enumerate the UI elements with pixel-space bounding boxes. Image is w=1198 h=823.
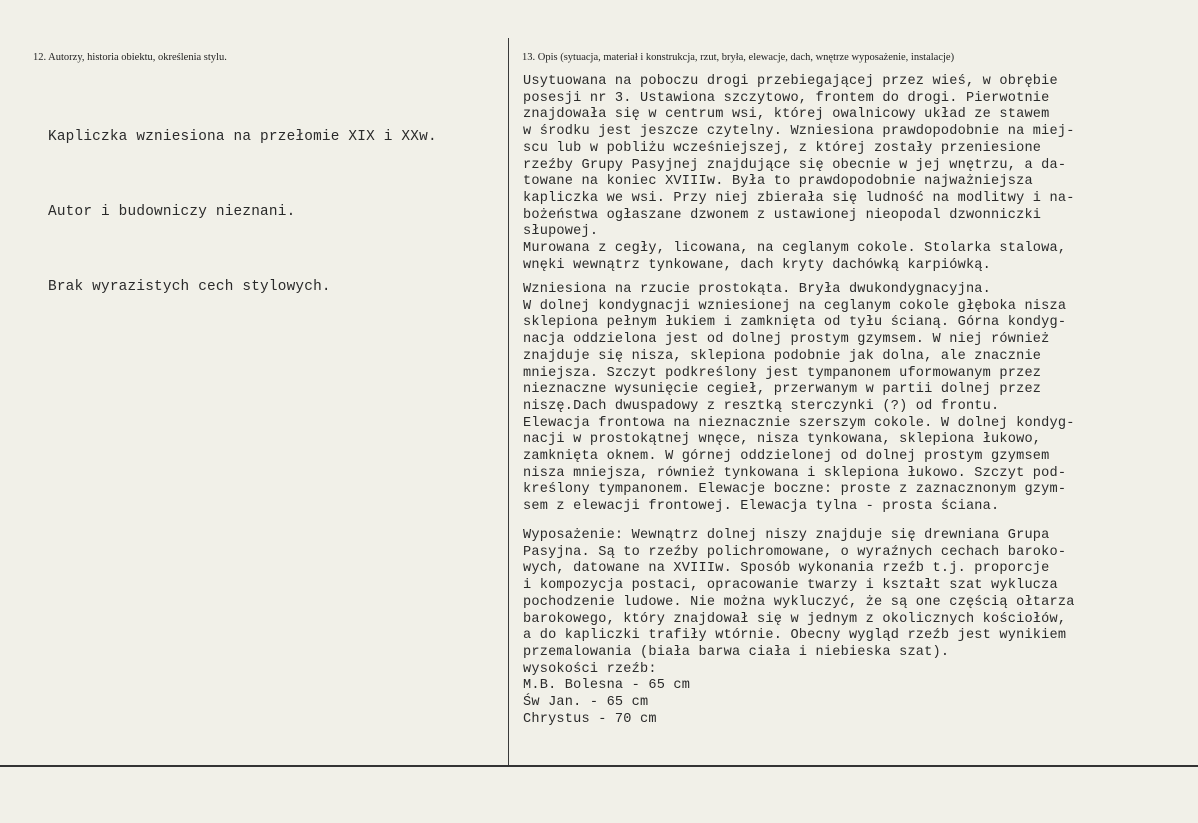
left-line-3: Brak wyrazistych cech stylowych. xyxy=(48,279,331,295)
column-divider xyxy=(508,38,509,766)
section-12-heading: 12. Autorzy, historia obiektu, określenia stylu. xyxy=(33,52,227,63)
left-line-2: Autor i budowniczy nieznani. xyxy=(48,204,296,220)
description-paragraph-furnishings: Wyposażenie: Wewnątrz dolnej niszy znajduje się drewniana Grupa Pasyjna. Są to rzeźby polichromowane, o wyraźnych cechach baroko- wych, datowane na XVIIIw. Sposób wykonania rzeźb t.j. proporcje i kompozycja postaci, opracowanie twarzy i kształt szat wyklucza pochodzenie ludowe. Nie można wykluczyć, że są one częścią ołtarza barokowego, który znajdował się w jednym z okolicznych kościołów, a do kapliczki trafiły wtórnie. Obecny wygląd rzeźb jest wynikiem przemalowania (biała barwa ciała i niebieska szat). wysokości rzeźb: M.B. Bolesna - 65 cm Św Jan. - 65 cm Chrystus - 70 cm xyxy=(523,528,1075,727)
section-13-heading: 13. Opis (sytuacja, materiał i konstrukcja, rzut, bryła, elewacje, dach, wnętrze wyposażenie, instalacje) xyxy=(522,52,955,63)
left-line-1: Kapliczka wzniesiona na przełomie XIX i XXw. xyxy=(48,129,437,145)
description-paragraph-structure: Wzniesiona na rzucie prostokąta. Bryła dwukondygnacyjna. W dolnej kondygnacji wzniesionej na ceglanym cokole głęboka nisza sklepiona pełnym łukiem i zamknięta od tyłu ścianą. Górna kondyg- nacja oddzielona jest od dolnej prostym gzymsem. W niej również znajduje się nisza, sklepiona podobnie jak dolna, ale znacznie mniejsza. Szczyt podkreślony jest tympanonem uformowanym przez nieznaczne wysunięcie cegieł, przerwanym w partii dolnej przez niszę.Dach dwuspadowy z resztką sterczynki (?) od frontu. Elewacja frontowa na nieznacznie szerszym cokole. W dolnej kondyg- nacji w prostokątnej wnęce, nisza tynkowana, sklepiona łukowo, zamknięta oknem. W górnej oddzielonej od dolnej prostym gzymsem nisza mniejsza, również tynkowana i sklepiona łukowo. Szczyt pod- kreślony tympanonem. Elewacje boczne: proste z zaznacznonym gzym- sem z elewacji frontowej. Elewacja tylna - prosta ściana. xyxy=(523,282,1075,515)
bottom-rule xyxy=(0,765,1198,767)
authors-history-text xyxy=(48,75,437,325)
description-paragraph-location: Usytuowana na poboczu drogi przebiegającej przez wieś, w obrębie posesji nr 3. Ustawiona szczytowo, frontem do drogi. Pierwotnie znajdowała się w centrum wsi, której owalnicowy układ ze stawem w środku jest jeszcze czytelny. Wzniesiona prawdopodobnie na miej- scu lub w pobliżu wcześniejszej, z której zostały przeniesione rzeźby Grupy Pasyjnej znajdujące się obecnie w jej wnętrzu, a da- towane na koniec XVIIIw. Była to prawdopodobnie najważniejsza kapliczka we wsi. Przy niej zbierała się ludność na modlitwy i na- bożeństwa ogłaszane dzwonem z ustawionej nieopodal dzwonniczki słupowej. Murowana z cegły, licowana, na ceglanym cokole. Stolarka stalowa, wnęki wewnątrz tynkowane, dach kryty dachówką karpiówką. xyxy=(523,74,1075,273)
